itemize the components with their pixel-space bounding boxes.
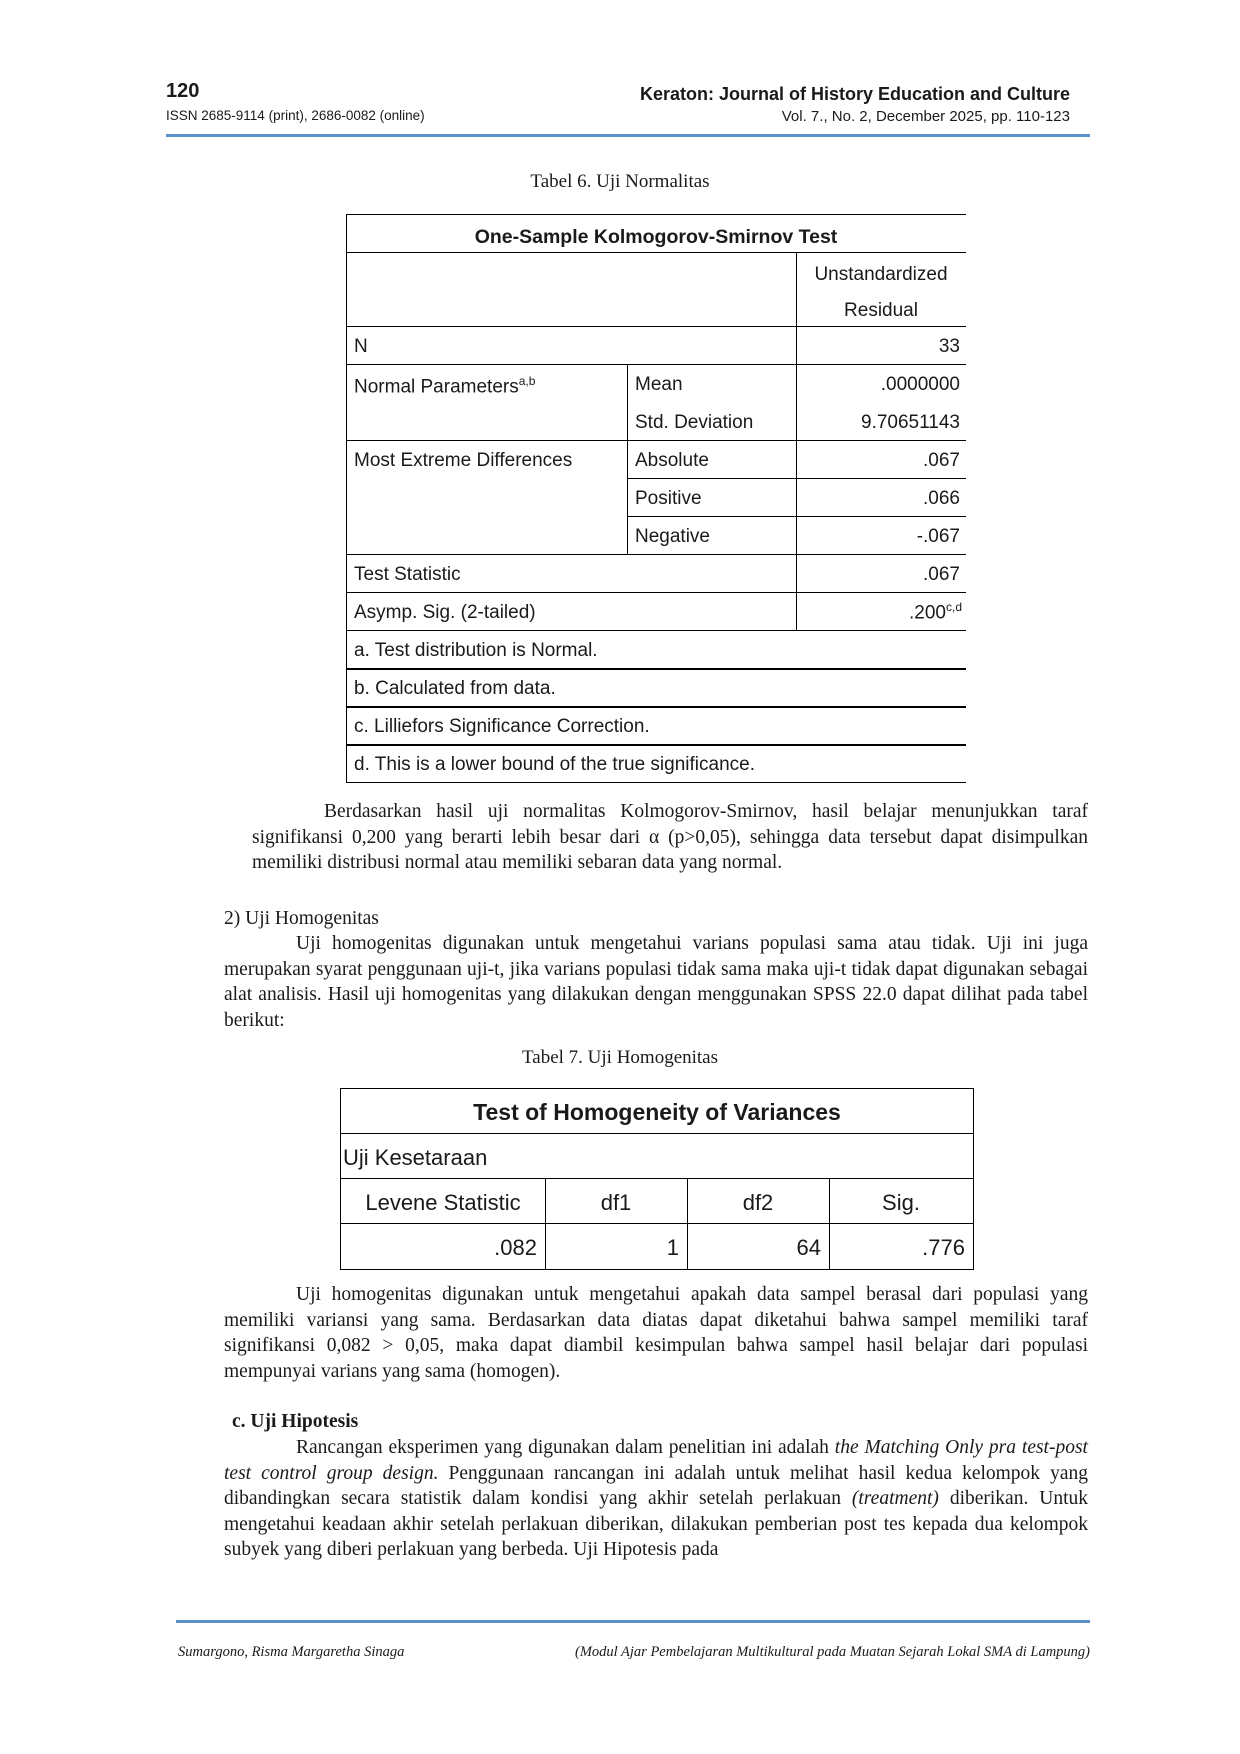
n-label: N	[354, 336, 368, 357]
mean-value: .0000000	[880, 374, 960, 395]
asymp-label: Asymp. Sig. (2-tailed)	[354, 602, 536, 623]
rule	[346, 706, 966, 708]
rule	[346, 214, 347, 782]
rule	[346, 668, 966, 670]
test-stat-label: Test Statistic	[354, 564, 461, 585]
med-label: Most Extreme Differences	[354, 450, 573, 471]
header-levene: Levene Statistic	[365, 1190, 521, 1215]
note-d: d. This is a lower bound of the true significance.	[354, 754, 755, 775]
rule	[346, 554, 966, 555]
rule	[346, 440, 966, 441]
rule	[796, 252, 797, 630]
section-heading-homogeneity: 2) Uji Homogenitas	[224, 908, 379, 929]
homogeneity-table	[340, 1088, 974, 1270]
footer-rule	[176, 1620, 1090, 1623]
footer-article-title: (Modul Ajar Pembelajaran Multikultural pada Muatan Sejarah Lokal SMA di Lampung)	[575, 1644, 1090, 1660]
header-rule	[166, 134, 1090, 137]
note-b: b. Calculated from data.	[354, 678, 556, 699]
header-sig: Sig.	[882, 1190, 920, 1215]
section-heading-hypothesis: c. Uji Hipotesis	[232, 1411, 359, 1432]
asymp-value: .200$^{c,d}$	[909, 600, 962, 624]
rule	[341, 1133, 973, 1134]
value-levene: .082	[494, 1235, 537, 1260]
header-df1: df1	[600, 1190, 632, 1215]
rule	[346, 744, 966, 746]
positive-label: Positive	[635, 488, 702, 509]
absolute-value: .067	[923, 450, 960, 471]
rule	[346, 252, 966, 253]
issn: ISSN 2685-9114 (print), 2686-0082 (online)	[166, 108, 425, 123]
std-value: 9.70651143	[861, 412, 960, 433]
table7-subtitle: Uji Kesetaraan	[343, 1145, 488, 1170]
page-number: 120	[166, 80, 200, 102]
n-value: 33	[938, 336, 960, 357]
rule	[341, 1178, 973, 1179]
paragraph-normality: Berdasarkan hasil uji normalitas Kolmogorov-Smirnov, hasil belajar menunjukkan taraf signifikansi 0,200 yang berarti lebih besar dari α (p>0,05), sehingga data tersebut dapat disimpulkan memiliki distribusi normal atau memiliki sebaran data yang normal.	[252, 801, 1088, 873]
value-df1: 1	[666, 1235, 679, 1260]
rule	[346, 782, 966, 783]
note-c: c. Lilliefors Significance Correction.	[354, 716, 650, 737]
negative-label: Negative	[635, 526, 710, 547]
absolute-label: Absolute	[635, 450, 709, 471]
note-a: a. Test distribution is Normal.	[354, 640, 598, 661]
journal-volume: Vol. 7., No. 2, December 2025, pp. 110-123	[781, 108, 1070, 125]
journal-title: Keraton: Journal of History Education and Culture	[639, 84, 1070, 104]
table7-caption: Tabel 7. Uji Homogenitas	[521, 1047, 719, 1068]
rule	[346, 326, 966, 327]
table6-title: One-Sample Kolmogorov-Smirnov Test	[346, 214, 966, 253]
normal-params-label: Normal Parameters$^{a,b}$	[354, 374, 536, 398]
rule	[627, 364, 628, 554]
rule	[346, 630, 966, 631]
col-header-line1: Unstandardized	[814, 264, 948, 285]
value-df2: 64	[796, 1235, 821, 1260]
header-df2: df2	[742, 1190, 774, 1215]
value-sig: .776	[922, 1235, 965, 1260]
paragraph-homogeneity-result: Uji homogenitas digunakan untuk mengetahui apakah data sampel berasal dari populasi yang memiliki variansi yang sama. Berdasarkan data diatas dapat diketahui bahwa sampel memiliki taraf signifikansi 0,082 > 0,05, maka dapat diambil kesimpulan bahwa sampel hasil belajar dari populasi mempunyai varians yang sama (homogen).	[224, 1284, 1088, 1382]
rule	[341, 1223, 973, 1224]
rule	[346, 592, 966, 593]
table6-caption: Tabel 6. Uji Normalitas	[530, 171, 710, 192]
negative-value: -.067	[916, 526, 960, 547]
table7-title: Test of Homogeneity of Variances	[473, 1099, 841, 1125]
footer-authors: Sumargono, Risma Margaretha Sinaga	[178, 1644, 405, 1660]
rule	[346, 364, 966, 365]
paragraph-hypothesis: Rancangan eksperimen yang digunakan dalam penelitian ini adalah the Matching Only pra test-post test control group design. Penggunaan rancangan ini adalah untuk melihat hasil kedua kelompok yang dibandingkan secara statistik dalam kondisi yang akhir setelah perlakuan (treatment) diberikan. Untuk mengetahui keadaan akhir setelah perlakuan diberikan, dilakukan pemberian post tes kepada dua kelompok subyek yang diberi perlakuan yang berbeda. Uji Hipotesis pada	[224, 1437, 1089, 1560]
mean-label: Mean	[635, 374, 683, 395]
test-stat-value: .067	[923, 564, 960, 585]
std-label: Std. Deviation	[635, 412, 754, 433]
positive-value: .066	[923, 488, 960, 509]
col-header-line2: Residual	[844, 300, 918, 321]
paragraph-homogeneity-intro: Uji homogenitas digunakan untuk mengetahui varians populasi sama atau tidak. Uji ini juga merupakan syarat penggunaan uji-t, jika varians populasi tidak sama maka uji-t tidak dapat digunakan sebagai alat analisis. Hasil uji homogenitas yang dilakukan dengan menggunakan SPSS 22.0 dapat dilihat pada tabel berikut:	[224, 933, 1088, 1031]
